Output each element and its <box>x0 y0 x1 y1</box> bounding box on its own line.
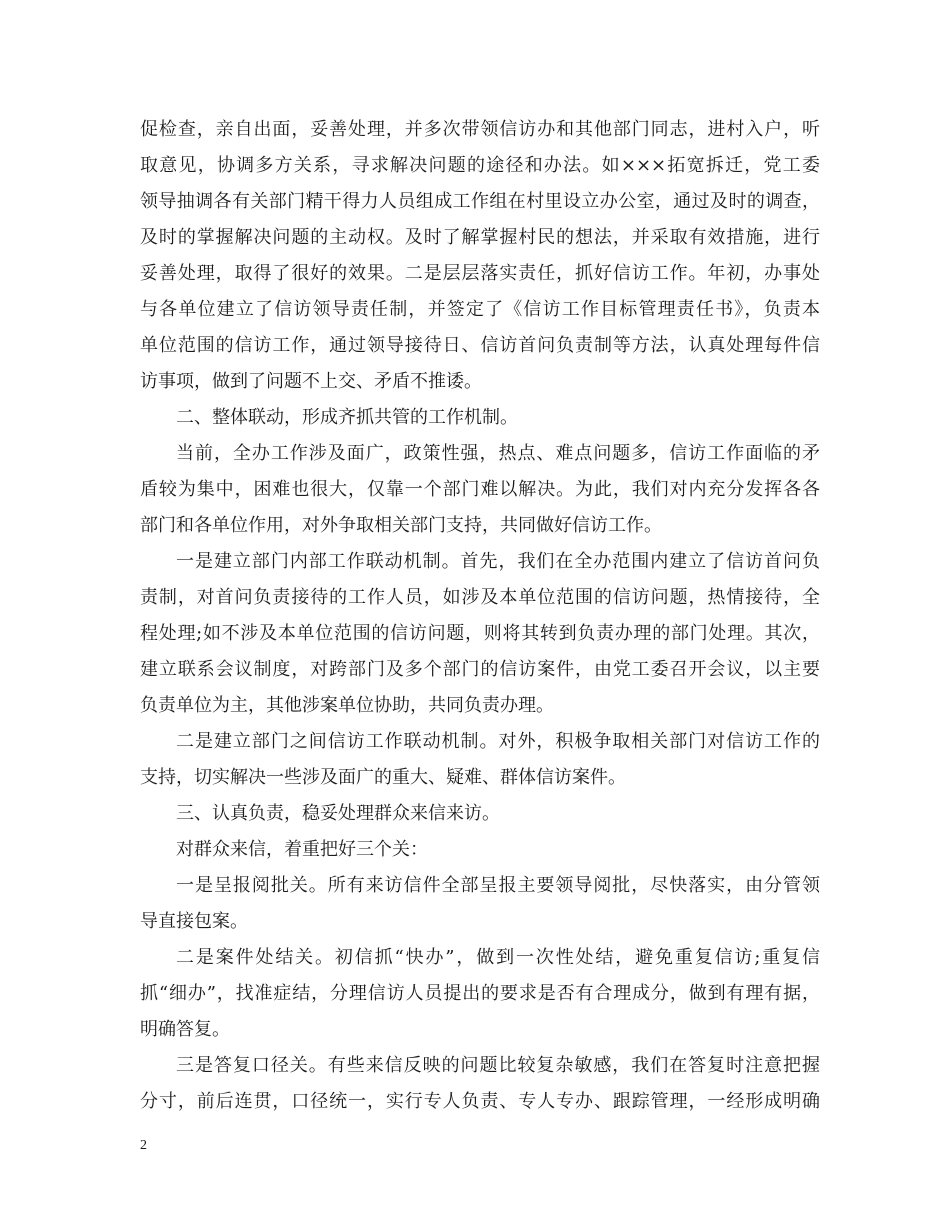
text-line: 分寸，前后连贯，口径统一，实行专人负责、专人专办、跟踪管理，一经形成明确 <box>140 1091 820 1112</box>
text-line: 三是答复口径关。有些来信反映的问题比较复杂敏感，我们在答复时注意把握 <box>176 1055 820 1076</box>
text-line: 促检查，亲自出面，妥善处理，并多次带领信访办和其他部门同志，进村入户，听 <box>140 119 820 140</box>
text-line: 明确答复。 <box>140 1019 230 1040</box>
page-number: 2 <box>140 1138 147 1153</box>
text-line: 支持，切实解决一些涉及面广的重大、疑难、群体信访案件。 <box>140 767 626 788</box>
text-line: 导直接包案。 <box>140 911 248 932</box>
body-text <box>140 112 820 1120</box>
text-line: 领导抽调各有关部门精干得力人员组成工作组在村里设立办公室，通过及时的调查， <box>140 191 820 212</box>
text-line: 对群众来信，着重把好三个关： <box>176 839 428 860</box>
text-line: 建立联系会议制度，对跨部门及多个部门的信访案件，由党工委召开会议，以主要 <box>140 659 820 680</box>
text-line: 部门和各单位作用，对外争取相关部门支持，共同做好信访工作。 <box>140 515 662 536</box>
paragraph <box>140 1048 820 1120</box>
paragraph <box>140 832 820 868</box>
text-line: 妥善处理，取得了很好的效果。二是层层落实责任，抓好信访工作。年初，办事处 <box>140 263 820 284</box>
paragraph <box>140 112 820 400</box>
text-line: 三、认真负责，稳妥处理群众来信来访。 <box>176 803 500 824</box>
text-line: 与各单位建立了信访领导责任制，并签定了《信访工作目标管理责任书》，负责本 <box>140 299 820 320</box>
paragraph <box>140 400 820 436</box>
paragraph <box>140 796 820 832</box>
text-line: 责制，对首问负责接待的工作人员，如涉及本单位范围的信访问题，热情接待，全 <box>140 587 820 608</box>
paragraph <box>140 724 820 796</box>
text-line: 抓“细办”，找准症结，分理信访人员提出的要求是否有合理成分，做到有理有据， <box>140 983 820 1004</box>
text-line: 二是案件处结关。初信抓“快办”，做到一次性处结，避免重复信访;重复信 <box>176 947 820 968</box>
text-line: 二是建立部门之间信访工作联动机制。对外，积极争取相关部门对信访工作的 <box>176 731 820 752</box>
text-line: 二、整体联动，形成齐抓共管的工作机制。 <box>176 407 518 428</box>
text-line: 取意见，协调多方关系，寻求解决问题的途径和办法。如×××拓宽拆迁，党工委 <box>140 155 820 176</box>
text-line: 盾较为集中，困难也很大，仅靠一个部门难以解决。为此，我们对内充分发挥各各 <box>140 479 820 500</box>
paragraph <box>140 436 820 544</box>
paragraph <box>140 544 820 724</box>
text-line: 程处理;如不涉及本单位范围的信访问题，则将其转到负责办理的部门处理。其次， <box>140 623 820 644</box>
text-line: 负责单位为主，其他涉案单位协助，共同负责办理。 <box>140 695 554 716</box>
text-line: 当前，全办工作涉及面广，政策性强，热点、难点问题多，信访工作面临的矛 <box>176 443 820 464</box>
text-line: 访事项，做到了问题不上交、矛盾不推诿。 <box>140 371 482 392</box>
text-line: 及时的掌握解决问题的主动权。及时了解掌握村民的想法，并采取有效措施，进行 <box>140 227 820 248</box>
text-line: 一是呈报阅批关。所有来访信件全部呈报主要领导阅批，尽快落实，由分管领 <box>176 875 820 896</box>
paragraph <box>140 868 820 940</box>
paragraph <box>140 940 820 1048</box>
text-line: 一是建立部门内部工作联动机制。首先，我们在全办范围内建立了信访首问负 <box>176 551 820 572</box>
text-line: 单位范围的信访工作，通过领导接待日、信访首问负责制等方法，认真处理每件信 <box>140 335 820 356</box>
